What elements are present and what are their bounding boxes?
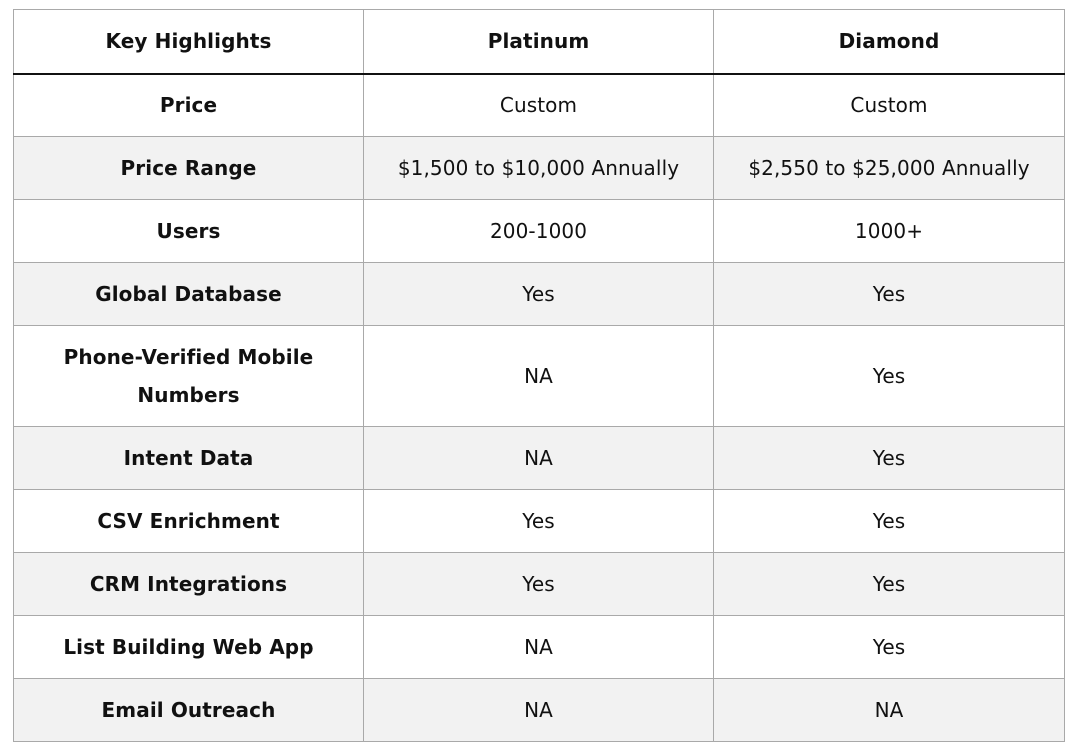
platinum-crm-integrations: Yes [364, 553, 714, 616]
table-row [14, 490, 1065, 553]
platinum-global-database: Yes [364, 263, 714, 326]
platinum-intent-data: NA [364, 427, 714, 490]
table-row [14, 553, 1065, 616]
header-platinum: Platinum [364, 10, 714, 74]
table-row [14, 427, 1065, 490]
diamond-global-database: Yes [714, 263, 1065, 326]
row-label-email-outreach: Email Outreach [14, 679, 364, 742]
diamond-price: Custom [714, 74, 1065, 137]
row-label-global-database: Global Database [14, 263, 364, 326]
row-label-intent-data: Intent Data [14, 427, 364, 490]
diamond-csv-enrichment: Yes [714, 490, 1065, 553]
row-label-list-building: List Building Web App [14, 616, 364, 679]
row-label-csv-enrichment: CSV Enrichment [14, 490, 364, 553]
row-label-phone-verified: Phone-Verified Mobile Numbers [14, 326, 364, 427]
table-row [14, 200, 1065, 263]
header-key-highlights: Key Highlights [14, 10, 364, 74]
diamond-crm-integrations: Yes [714, 553, 1065, 616]
diamond-email-outreach: NA [714, 679, 1065, 742]
platinum-users: 200-1000 [364, 200, 714, 263]
table-row [14, 679, 1065, 742]
plan-comparison-table [13, 9, 1065, 742]
platinum-csv-enrichment: Yes [364, 490, 714, 553]
diamond-phone-verified: Yes [714, 326, 1065, 427]
diamond-price-range: $2,550 to $25,000 Annually [714, 137, 1065, 200]
platinum-price-range: $1,500 to $10,000 Annually [364, 137, 714, 200]
table-row [14, 616, 1065, 679]
diamond-list-building: Yes [714, 616, 1065, 679]
table-header-row [14, 10, 1065, 74]
row-label-users: Users [14, 200, 364, 263]
platinum-price: Custom [364, 74, 714, 137]
row-label-price: Price [14, 74, 364, 137]
platinum-email-outreach: NA [364, 679, 714, 742]
table-row [14, 326, 1065, 427]
platinum-phone-verified: NA [364, 326, 714, 427]
row-label-crm-integrations: CRM Integrations [14, 553, 364, 616]
header-diamond: Diamond [714, 10, 1065, 74]
table-row [14, 263, 1065, 326]
diamond-users: 1000+ [714, 200, 1065, 263]
platinum-list-building: NA [364, 616, 714, 679]
table-row [14, 137, 1065, 200]
diamond-intent-data: Yes [714, 427, 1065, 490]
table-row [14, 74, 1065, 137]
row-label-price-range: Price Range [14, 137, 364, 200]
